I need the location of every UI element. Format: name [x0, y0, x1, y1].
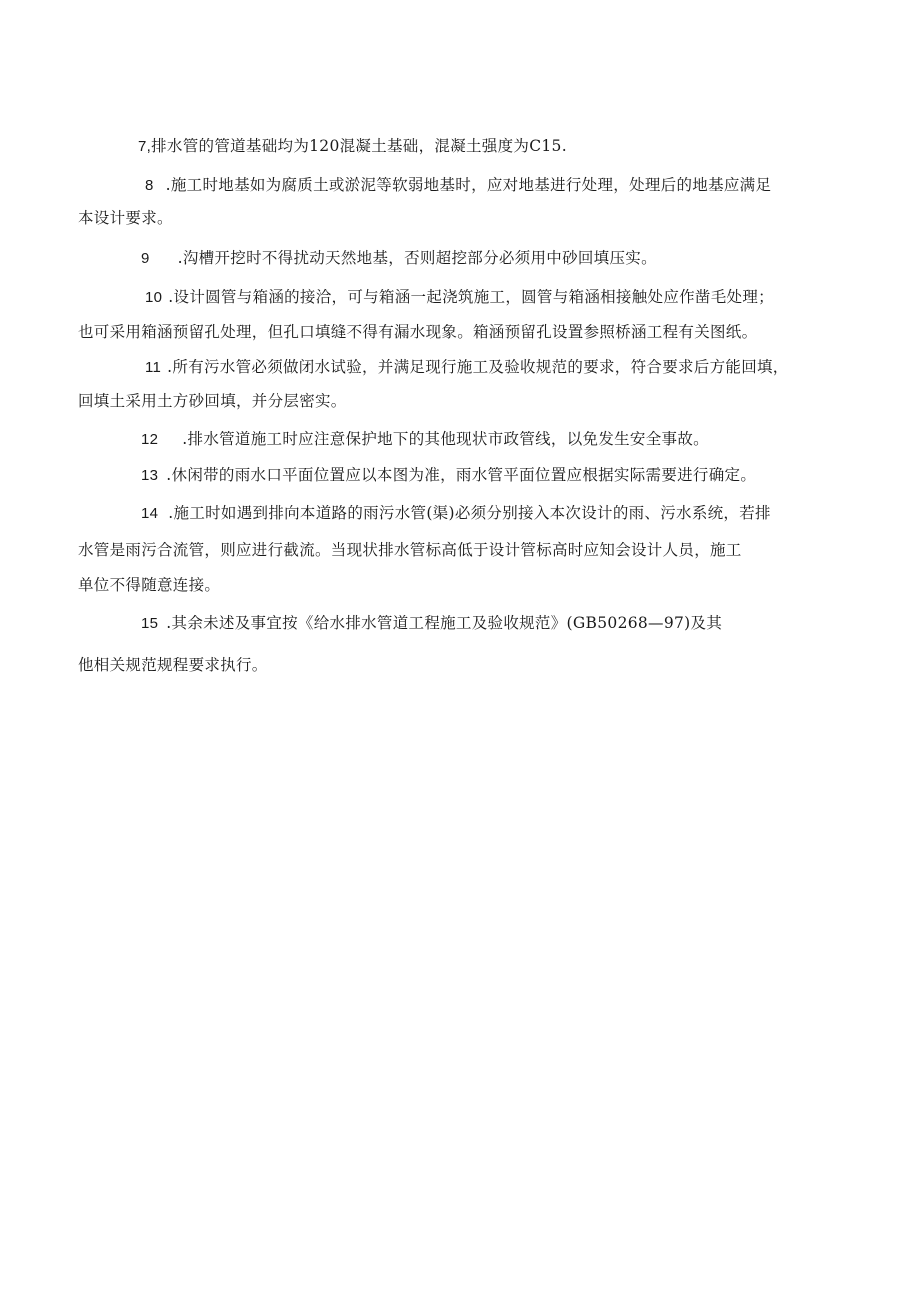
item-8-text-1: .施工时地基如为腐质土或淤泥等软弱地基时，应对地基进行处理，处理后的地基应满足: [165, 176, 772, 194]
item-8-line-2: [78, 208, 173, 228]
item-14-line-1: [141, 503, 771, 524]
item-8-number: 8: [145, 177, 154, 194]
item-15-line-2: [78, 655, 268, 675]
item-14-line-3: [78, 575, 220, 595]
item-15-text-1: .其余未述及事宜按《给水排水管道工程施工及验收规范》(GB50268—97)及其: [166, 614, 723, 632]
item-8-line-1: [145, 175, 771, 196]
item-11-line-2: [78, 391, 347, 411]
item-14-line-2: [78, 540, 742, 560]
item-10-line-2: [78, 322, 757, 342]
item-13-line-1: [141, 465, 756, 486]
item-12-text: .排水管道施工时应注意保护地下的其他现状市政管线，以免发生安全事故。: [182, 430, 709, 448]
item-11-line-1: [145, 357, 789, 378]
item-8-text-2: 本设计要求。: [78, 209, 173, 227]
item-12-number: 12: [141, 431, 159, 448]
item-7-line-1: [138, 136, 567, 157]
item-9-line-1: [141, 248, 657, 269]
item-15-text-2: 他相关规范规程要求执行。: [78, 656, 268, 674]
item-7-text: 排水管的管道基础均为120混凝土基础，混凝土强度为C15.: [151, 137, 567, 155]
item-11-text-1: .所有污水管必须做闭水试验，并满足现行施工及验收规范的要求，符合要求后方能回填，: [167, 358, 789, 376]
item-14-text-2: 水管是雨污合流管，则应进行截流。当现状排水管标高低于设计管标高时应知会设计人员，施工: [78, 541, 742, 559]
item-11-text-2: 回填土采用土方砂回填，并分层密实。: [78, 392, 347, 410]
item-14-text-3: 单位不得随意连接。: [78, 576, 221, 594]
item-14-number: 14: [141, 505, 159, 522]
item-10-number: 10: [145, 289, 163, 306]
item-9-number: 9: [141, 250, 150, 267]
item-12-line-1: [141, 429, 709, 450]
item-11-number: 11: [145, 359, 162, 376]
item-10-text-2: 也可采用箱涵预留孔处理，但孔口填缝不得有漏水现象。箱涵预留孔设置参照桥涵工程有关图纸。: [78, 323, 758, 341]
item-15-number: 15: [141, 615, 159, 632]
item-15-line-1: [141, 613, 722, 634]
item-10-text-1: .设计圆管与箱涵的接洽，可与箱涵一起浇筑施工，圆管与箱涵相接触处应作凿毛处理；: [168, 288, 774, 306]
item-9-text: .沟槽开挖时不得扰动天然地基，否则超挖部分必须用中砂回填压实。: [177, 249, 657, 267]
item-14-text-1: .施工时如遇到排向本道路的雨污水管(渠)必须分别接入本次设计的雨、污水系统，若排: [168, 504, 771, 522]
item-7-number: 7,: [138, 138, 152, 155]
item-13-text: .休闲带的雨水口平面位置应以本图为准，雨水管平面位置应根据实际需要进行确定。: [166, 466, 757, 484]
item-10-line-1: [145, 287, 774, 308]
item-13-number: 13: [141, 467, 159, 484]
